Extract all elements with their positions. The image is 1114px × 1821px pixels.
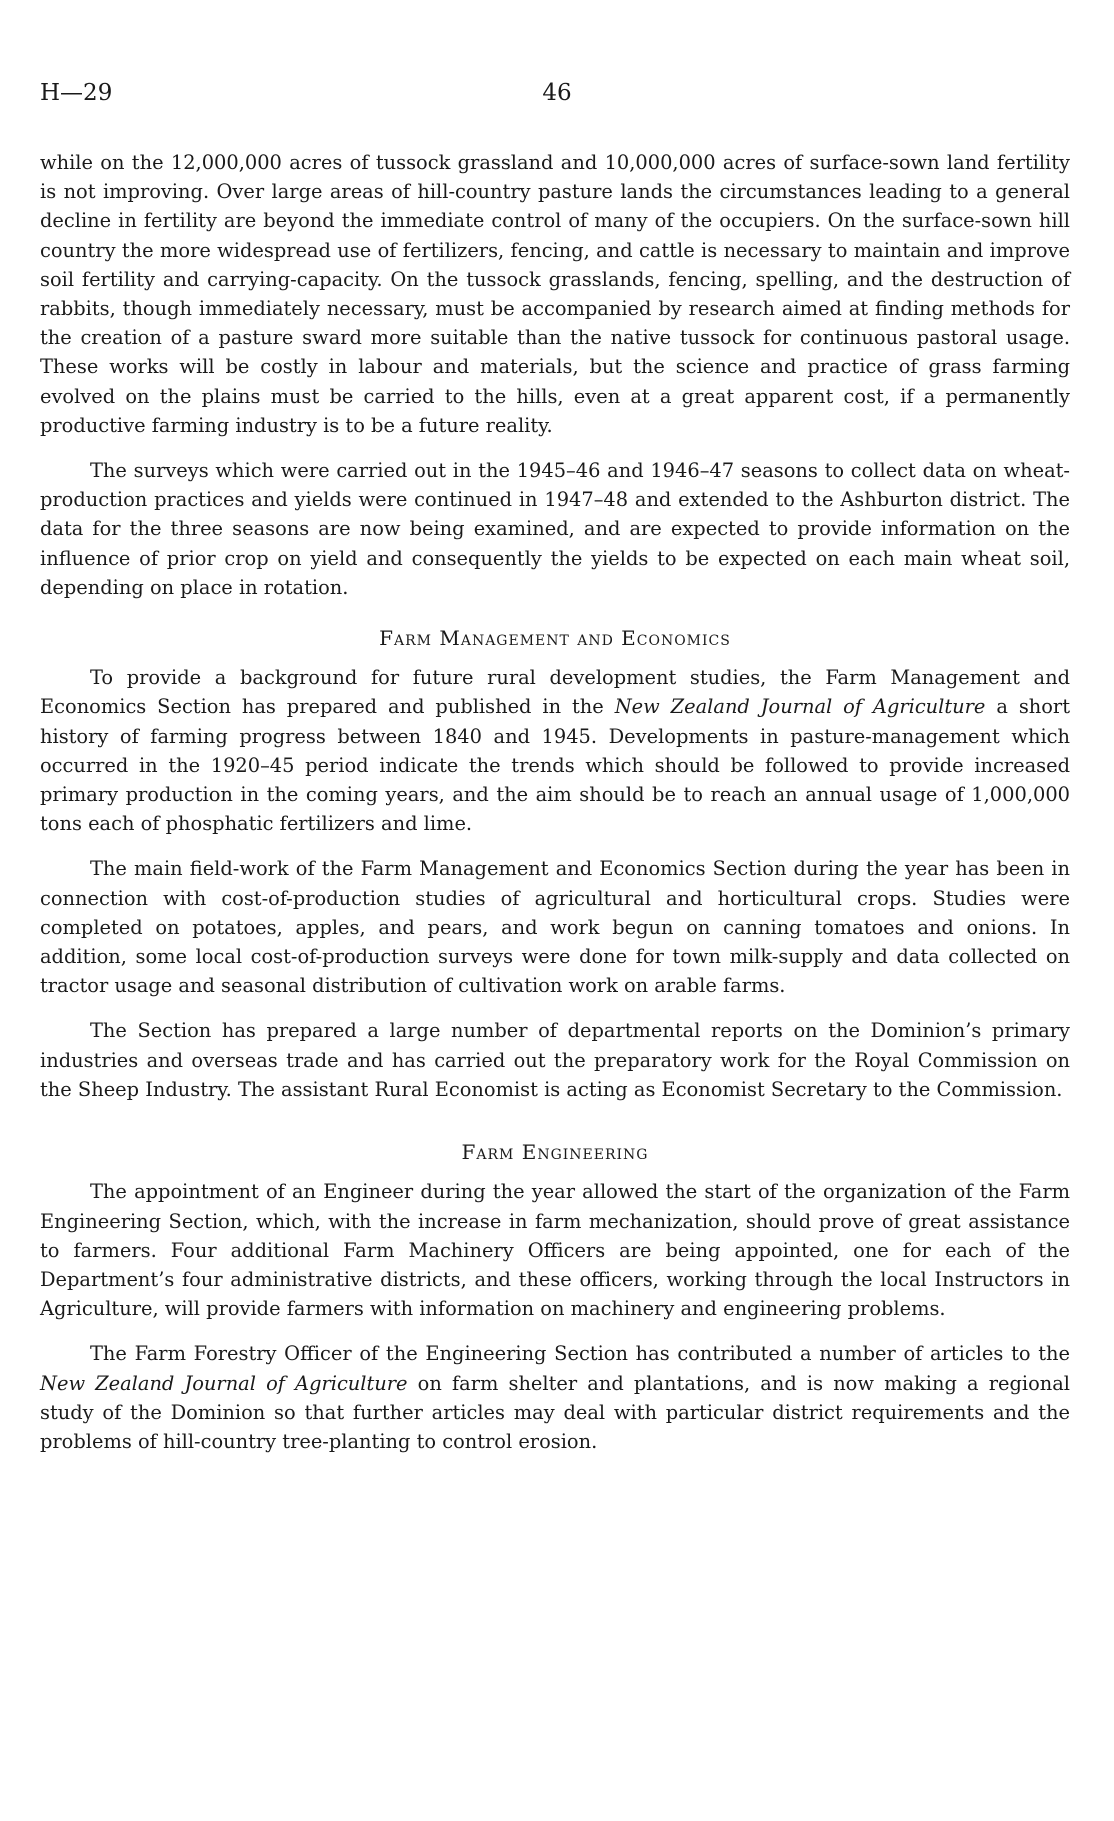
page-number: 46 [542,80,572,106]
text-run: a short history of farming progress between 1840 and 1945. Developments in pasture-management which occurred in the 1920–45 period indicate the trends which should be followed to provide increased primary production in the coming years, and the aim should be to reach an annual usage of 1,000,000 tons each of phosphatic fertilizers and lime. [40,695,1070,836]
paragraph-continuation: while on the 12,000,000 acres of tussock grassland and 10,000,000 acres of surface-sown land fertility is not improving. Over large areas of hill-country pasture lands the circumstances leading to a general decline in fertility are beyond the immediate control of many of the occupiers. On the surface-sown hill country the more widespread use of fertilizers, fencing, and cattle is necessary to maintain and improve soil fertility and carrying-capacity. On the tussock grasslands, fencing, spelling, and the destruction of rabbits, though immediately necessary, must be accompanied by research aimed at finding methods for the creation of a pasture sward more suitable than the native tussock for continuous pastoral usage. These works will be costly in labour and materials, but the science and practice of grass farming evolved on the plains must be carried to the hills, even at a great apparent cost, if a permanently productive farming industry is to be a future reality. [40,151,1070,437]
page-body [40,148,1070,1472]
paragraph-wheat-surveys: The surveys which were carried out in the 1945–46 and 1946–47 seasons to collect data on wheat-production practices and yields were continued in 1947–48 and extended to the Ashburton district. The data for the three seasons are now being examined, and are expected to provide information on the influence of prior crop on yield and consequently the yields to be expected on each main wheat soil, depending on place in rotation. [40,459,1070,599]
paragraph-farm-management-history [40,663,1070,838]
section-heading-farm-engineering: Farm Engineering [461,1140,649,1165]
document-reference: H—29 [40,80,113,106]
journal-title: New Zealand Journal of Agriculture [614,695,986,719]
journal-title: New Zealand Journal of Agriculture [40,1371,408,1395]
paragraph-reports: The Section has prepared a large number of departmental reports on the Dominion’s primary industries and overseas trade and has carried out the preparatory work for the Royal Commission on the Sheep Industry. The assistant Rural Economist is acting as Economist Secretary to the Commission. [40,1019,1070,1101]
paragraph-engineer-appointment: The appointment of an Engineer during the year allowed the start of the organization of the Farm Engineering Section, which, with the increase in farm mechanization, should prove of great assistance to farmers. Four additional Farm Machinery Officers are being appointed, one for each of the Department’s four administrative districts, and these officers, working through the local Instructors in Agriculture, will provide farmers with information on machinery and engineering problems. [40,1180,1070,1321]
paragraph-farm-forestry [40,1339,1070,1456]
text-run: on farm shelter and plantations, and is now making a regional study of the Dominion so that further articles may deal with particular district requirements and the problems of hill-country tree-planting to control erosion. [40,1371,1070,1453]
text-run: The Farm Forestry Officer of the Engineering Section has contributed a number of articles to the [90,1342,1070,1366]
section-heading-farm-management: Farm Management and Economics [379,626,731,651]
paragraph-field-work: The main field-work of the Farm Management and Economics Section during the year has been in connection with cost-of-production studies of agricultural and horticultural crops. Studies were completed on potatoes, apples, and pears, and work begun on canning tomatoes and onions. In addition, some local cost-of-production surveys were done for town milk-supply and data collected on tractor usage and seasonal distribution of cultivation work on arable farms. [40,857,1070,998]
page-header [40,80,1074,110]
text-run: To provide a background for future rural development studies, the Farm Management and Economics Section has prepared and published in the [40,666,1070,719]
